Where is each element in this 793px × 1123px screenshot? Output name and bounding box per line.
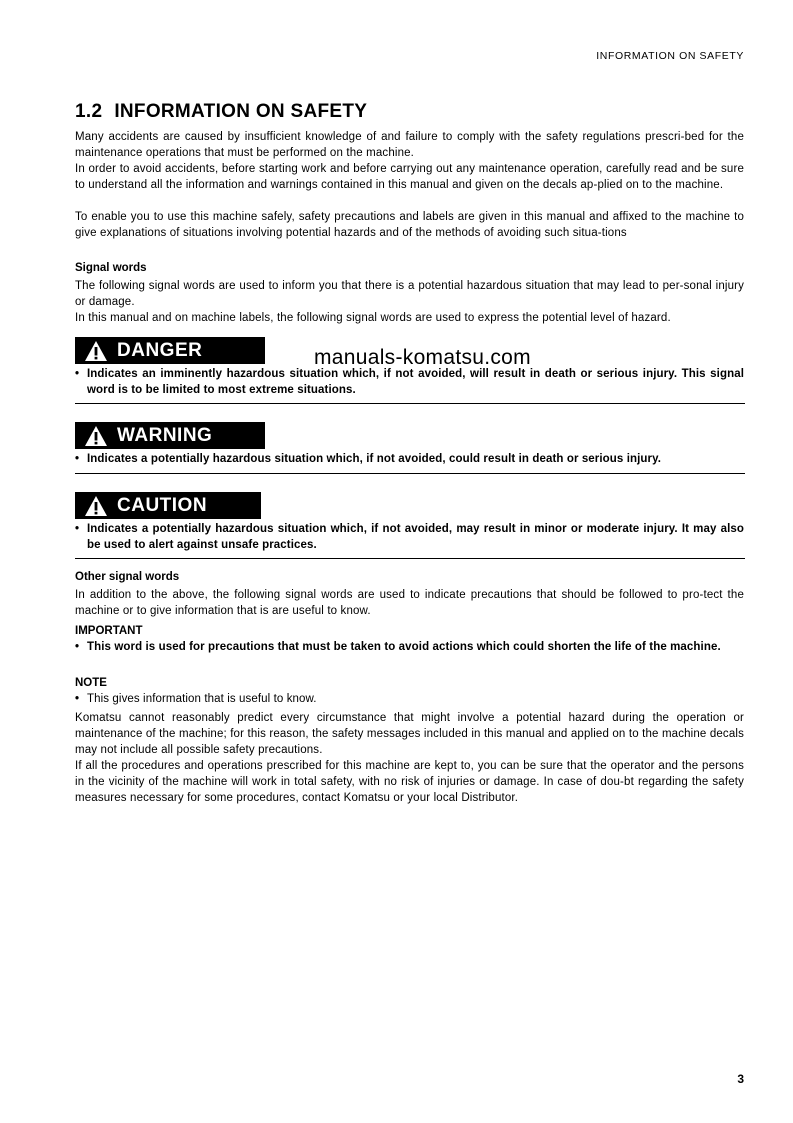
caution-label: CAUTION: [117, 494, 208, 516]
warning-triangle-icon: [84, 340, 108, 362]
danger-description: [75, 366, 744, 398]
divider: [75, 558, 745, 559]
section-heading: [75, 101, 367, 123]
closing-paragraph-1: Komatsu cannot reasonably predict every circumstance that might involve a potential hazard during the operation or maintenance of the machine; for this reason, the safety messages included in this manual and applied on to the machine decals may not include all possible safety precautions.: [75, 712, 744, 756]
intro-paragraph-3: To enable you to use this machine safely, safety precautions and labels are given in this manual and affixed to the machine to give explanations of situations involving potential hazards and of the methods of avoiding such situa-tions: [75, 211, 744, 239]
other-signal-words-heading: Other signal words: [75, 571, 180, 583]
intro-paragraph-1: Many accidents are caused by insufficient knowledge of and failure to comply with the safety regulations prescri-bed for the maintenance operations that must be performed on the machine.: [75, 131, 744, 159]
warning-triangle-icon: [84, 495, 108, 517]
watermark: manuals-komatsu.com: [314, 346, 531, 369]
bullet-icon: •: [75, 368, 80, 380]
caution-description: [75, 521, 744, 553]
note-heading: NOTE: [75, 677, 107, 689]
danger-signal-box: [75, 337, 265, 364]
danger-label: DANGER: [117, 339, 203, 361]
important-description: [75, 639, 744, 655]
running-header: INFORMATION ON SAFETY: [596, 50, 744, 62]
warning-signal-box: [75, 422, 265, 449]
bullet-icon: •: [75, 453, 80, 465]
warning-triangle-icon: [84, 425, 108, 447]
warning-label: WARNING: [117, 424, 213, 446]
note-text: This gives information that is useful to know.: [87, 693, 317, 705]
signal-words-paragraph-1: The following signal words are used to inform you that there is a potential hazardous situation that may lead to per-sonal injury or damage.: [75, 280, 744, 308]
caution-text: Indicates a potentially hazardous situation which, if not avoided, may result in minor or moderate injury. It may also be used to alert against unsafe practices.: [87, 523, 744, 551]
important-text: This word is used for precautions that must be taken to avoid actions which could shorten the life of the machine.: [87, 641, 721, 653]
section-number: 1.2: [75, 101, 103, 122]
section-title: INFORMATION ON SAFETY: [114, 101, 368, 122]
page-number: 3: [737, 1072, 744, 1086]
divider: [75, 473, 745, 474]
closing-paragraph-2: If all the procedures and operations prescribed for this machine are kept to, you can be sure that the operator and the persons in the vicinity of the machine will work in total safety, with no risk of injuries or damage. In case of dou-bt regarding the safety measures necessary for some procedures, contact Komatsu or your local Distributor.: [75, 760, 744, 804]
bullet-icon: •: [75, 523, 80, 535]
divider: [75, 403, 745, 404]
caution-signal-box: [75, 492, 261, 519]
intro-paragraph-2: In order to avoid accidents, before starting work and before carrying out any maintenance operation, carefully read and be sure to understand all the information and warnings contained in this manual and given on the decals ap-plied on to the machine.: [75, 163, 744, 191]
signal-words-paragraph-2: In this manual and on machine labels, the following signal words are used to express the potential level of hazard.: [75, 312, 671, 324]
warning-text: Indicates a potentially hazardous situation which, if not avoided, could result in death or serious injury.: [87, 453, 662, 465]
warning-description: [75, 451, 744, 467]
danger-text: Indicates an imminently hazardous situation which, if not avoided, will result in death or serious injury. This signal word is to be limited to most extreme situations.: [87, 368, 744, 396]
signal-words-heading: Signal words: [75, 262, 147, 274]
important-heading: IMPORTANT: [75, 625, 143, 637]
bullet-icon: •: [75, 641, 80, 653]
bullet-icon: •: [75, 693, 80, 705]
note-description: [75, 691, 744, 707]
other-signal-words-paragraph: In addition to the above, the following signal words are used to indicate precautions that should be followed to pro-tect the machine or to give information that is are useful to know.: [75, 589, 744, 617]
